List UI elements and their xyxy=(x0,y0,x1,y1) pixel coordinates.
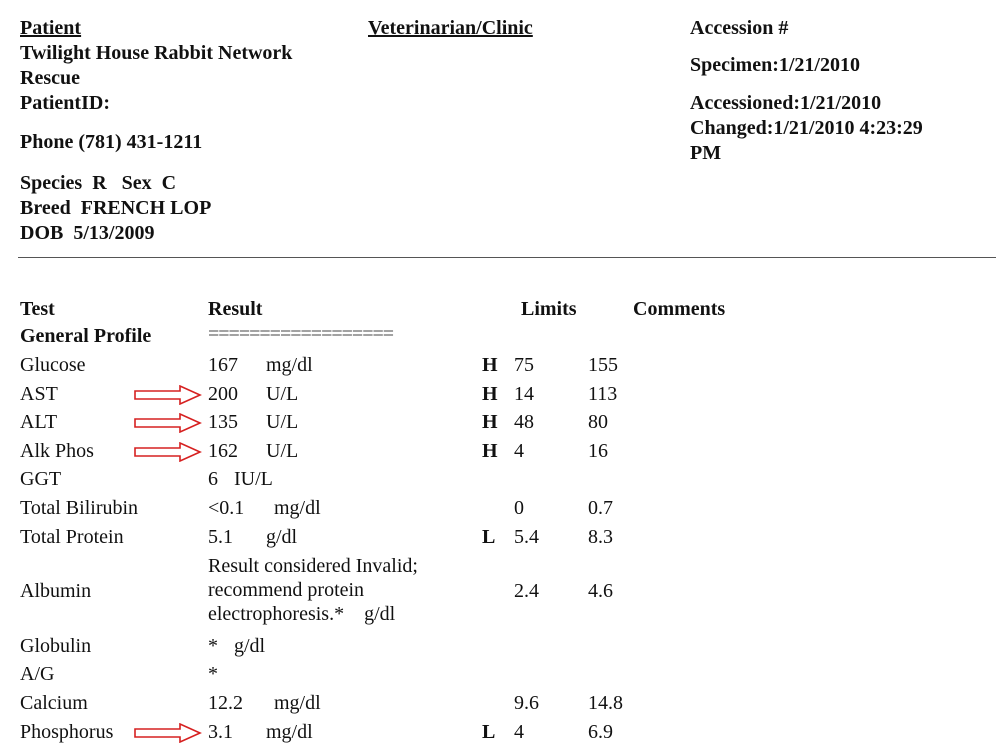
test-name: GGT xyxy=(20,468,62,490)
header-divider xyxy=(18,257,996,258)
result-value: * xyxy=(208,663,218,685)
test-name: AST xyxy=(20,383,58,405)
limit-low: 5.4 xyxy=(514,526,539,548)
result-value: 6 xyxy=(208,468,218,490)
accession-number: Accession # xyxy=(690,17,789,39)
result-unit: U/L xyxy=(266,440,299,462)
breed-value: FRENCH LOP xyxy=(80,197,212,219)
test-name: Glucose xyxy=(20,354,86,376)
result-value: 3.1 xyxy=(208,721,233,743)
breed-label: Breed xyxy=(20,197,71,219)
result-text-line: electrophoresis.* g/dl xyxy=(208,603,396,625)
species-sex xyxy=(20,171,176,195)
patient-name: Twilight House Rabbit Network xyxy=(20,42,293,64)
limit-low: 0 xyxy=(514,497,524,519)
red-arrow-icon xyxy=(134,413,202,433)
result-unit: g/dl xyxy=(234,635,266,657)
test-name: Phosphorus xyxy=(20,721,114,743)
result-value: 12.2 xyxy=(208,692,243,714)
limit-high: 8.3 xyxy=(588,526,613,548)
dob-label: DOB xyxy=(20,222,64,244)
limit-low: 2.4 xyxy=(514,580,539,602)
changed-date: Changed:1/21/2010 4:23:29 xyxy=(690,117,923,139)
flag-high: H xyxy=(482,411,498,433)
result-unit: IU/L xyxy=(234,468,273,490)
limit-high: 113 xyxy=(588,383,618,405)
test-name: ALT xyxy=(20,411,58,433)
col-result: Result xyxy=(208,298,263,320)
accessioned-date: Accessioned:1/21/2010 xyxy=(690,92,882,114)
breed xyxy=(20,196,211,220)
result-unit: g/dl xyxy=(266,526,298,548)
flag-high: H xyxy=(482,383,498,405)
phone: Phone (781) 431-1211 xyxy=(20,131,203,153)
test-name: A/G xyxy=(20,663,55,685)
patient-id: PatientID: xyxy=(20,92,110,114)
flag-high: H xyxy=(482,354,498,376)
limit-low: 4 xyxy=(514,721,524,743)
col-test: Test xyxy=(20,298,55,320)
result-text-line: recommend protein xyxy=(208,579,365,601)
section-underline: ================== xyxy=(208,323,394,345)
patient-name-cont: Rescue xyxy=(20,67,80,89)
dob-value: 5/13/2009 xyxy=(73,222,155,244)
result-unit: mg/dl xyxy=(266,721,313,743)
result-value: 167 xyxy=(208,354,238,376)
patient-label: Patient xyxy=(20,17,82,39)
limit-high: 4.6 xyxy=(588,580,613,602)
result-unit: mg/dl xyxy=(274,692,321,714)
limit-high: 155 xyxy=(588,354,618,376)
test-name: Total Bilirubin xyxy=(20,497,139,519)
dob xyxy=(20,221,154,245)
limit-high: 16 xyxy=(588,440,608,462)
result-value: 5.1 xyxy=(208,526,233,548)
result-text-line: Result considered Invalid; xyxy=(208,555,418,577)
test-name: Calcium xyxy=(20,692,88,714)
result-value: 135 xyxy=(208,411,238,433)
result-unit: U/L xyxy=(266,411,299,433)
limit-high: 6.9 xyxy=(588,721,613,743)
limit-low: 75 xyxy=(514,354,534,376)
red-arrow-icon xyxy=(134,723,202,743)
changed-time-suffix: PM xyxy=(690,142,722,164)
result-unit: U/L xyxy=(266,383,299,405)
test-name: Alk Phos xyxy=(20,440,94,462)
result-value: 200 xyxy=(208,383,238,405)
limit-low: 9.6 xyxy=(514,692,539,714)
limit-low: 4 xyxy=(514,440,524,462)
specimen-date: Specimen:1/21/2010 xyxy=(690,54,860,76)
species-value: R xyxy=(92,172,107,194)
flag-low: L xyxy=(482,721,496,743)
red-arrow-icon xyxy=(134,442,202,462)
sex-label: Sex xyxy=(121,172,152,194)
limit-high: 80 xyxy=(588,411,608,433)
test-name: Total Protein xyxy=(20,526,124,548)
result-value: 162 xyxy=(208,440,238,462)
test-name: Globulin xyxy=(20,635,92,657)
result-unit: mg/dl xyxy=(266,354,313,376)
limit-low: 14 xyxy=(514,383,534,405)
col-limits: Limits xyxy=(521,298,577,320)
sex-value: C xyxy=(161,172,177,194)
limit-high: 0.7 xyxy=(588,497,613,519)
limit-high: 14.8 xyxy=(588,692,623,714)
test-name: Albumin xyxy=(20,580,92,602)
flag-low: L xyxy=(482,526,496,548)
vet-clinic-label: Veterinarian/Clinic xyxy=(368,17,533,39)
result-unit: mg/dl xyxy=(274,497,321,519)
col-comments: Comments xyxy=(633,298,726,320)
limit-low: 48 xyxy=(514,411,534,433)
section-title: General Profile xyxy=(20,325,152,347)
species-label: Species xyxy=(20,172,83,194)
flag-high: H xyxy=(482,440,498,462)
result-value: * xyxy=(208,635,218,657)
red-arrow-icon xyxy=(134,385,202,405)
result-value: <0.1 xyxy=(208,497,245,519)
